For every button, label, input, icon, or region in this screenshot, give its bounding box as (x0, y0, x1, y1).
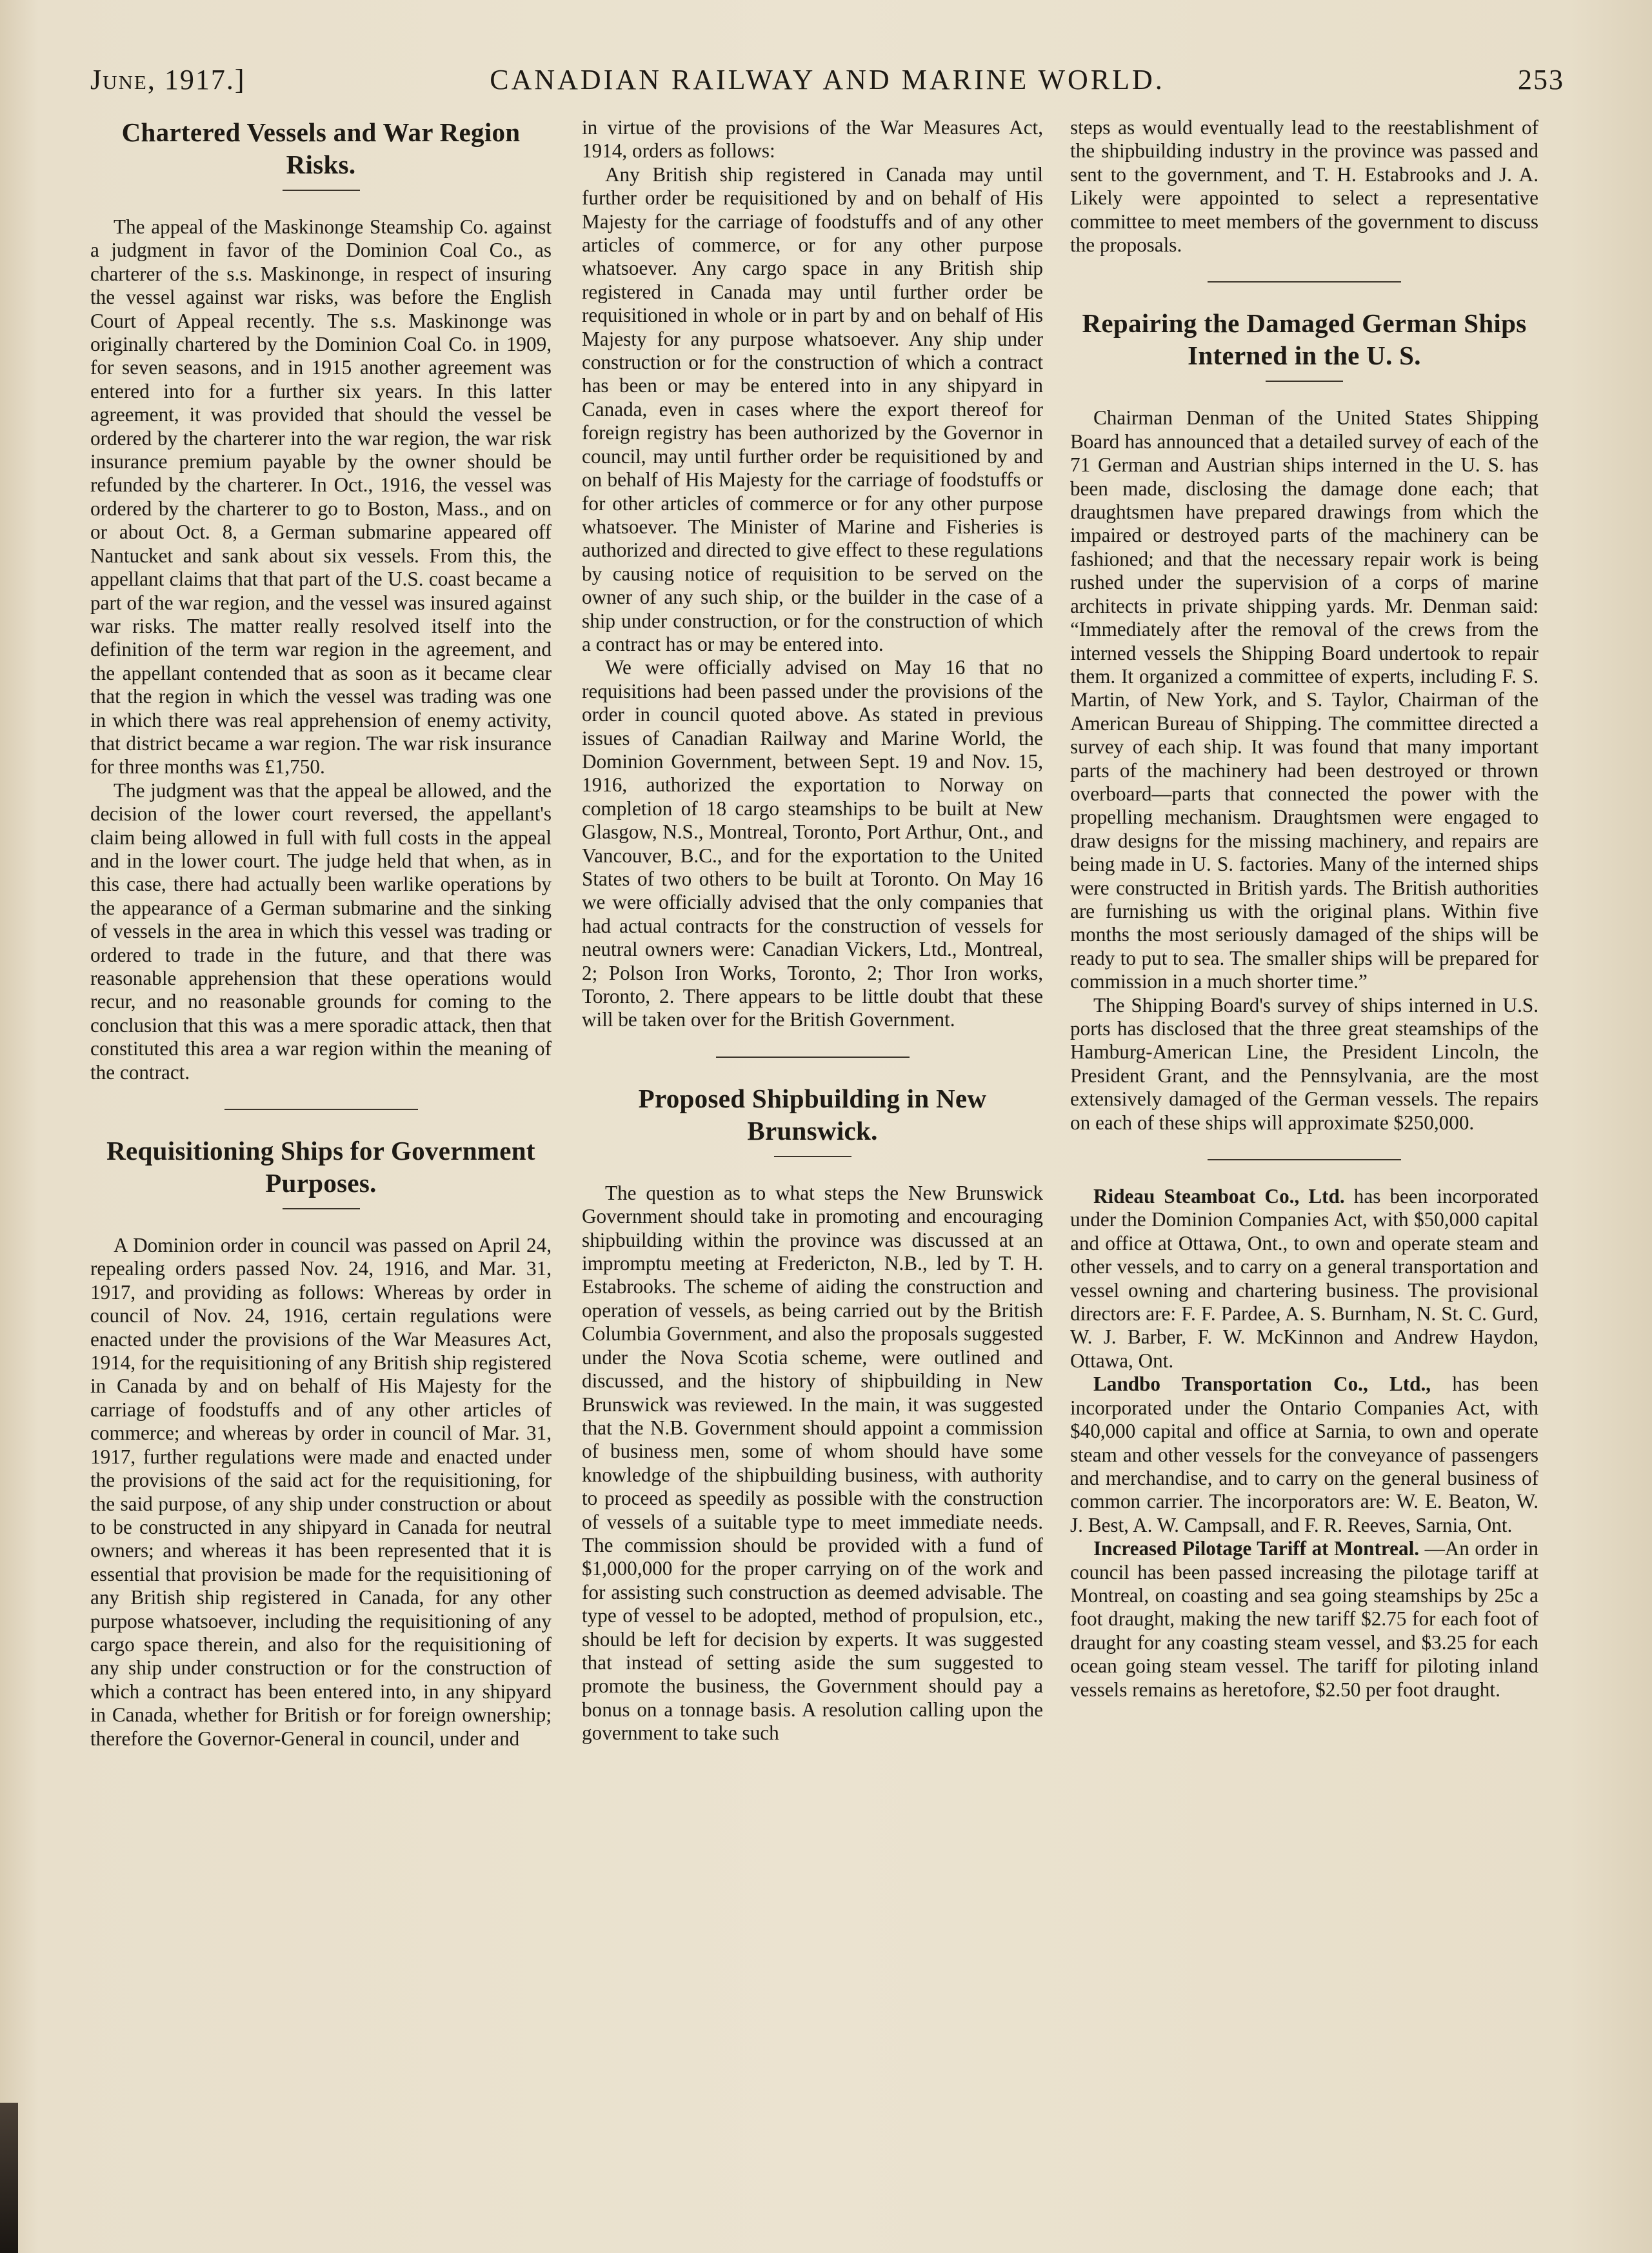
news-item-body: has been incorporated under the Ontario Companies Act, with $40,000 capital and office at Sarnia, to own and operate steam and other vessels for the conveyance of passengers and merchandise, and to carry on the general business of common carrier. The incorporators are: W. E. Beaton, W. J. Best, A. W. Campsall, and F. R. Reeves, Sarnia, Ont. (1070, 1373, 1538, 1536)
paragraph: Any British ship registered in Canada may until further order be requisitioned by and on behalf of His Majesty for the carriage of foodstuffs and of any other articles of commerce, or for any other purpose whatsoever. Any cargo space in any British ship registered in Canada may until further order be requisitioned in whole or in part by and on behalf of His Majesty for any purpose whatsoever. Any ship under construction or for the construction of which a contract has been or may be entered into in any shipyard in Canada, even in cases where the export thereof for foreign registry has been authorized by the Governor in council, may until further order be requisitioned by and on behalf of His Majesty for the carriage of foodstuffs or for other articles of commerce or for any other purpose whatsoever. The Minister of Marine and Fisheries is authorized and directed to give effect to these regulations by causing notice of requisition to be served on the owner of any such ship, or the builder in the case of a ship under construction, or for the construction of which a contract has or may be entered into. (582, 163, 1043, 655)
article-separator (1208, 1159, 1401, 1160)
news-item-lead: Rideau Steamboat Co., Ltd. (1093, 1185, 1345, 1208)
article-title-requisitioning-ships: Requisitioning Ships for Government Purposes. (106, 1136, 535, 1198)
article-title-new-brunswick-shipbuilding: Proposed Shipbuilding in New Brunswick. (638, 1083, 987, 1146)
news-item-lead: Increased Pilotage Tariff at Montreal. (1093, 1537, 1420, 1560)
article-separator (1208, 281, 1401, 283)
news-item-lead: Landbo Transportation Co., Ltd., (1093, 1373, 1431, 1396)
paragraph: The appeal of the Maskinonge Steamship Co. against a judgment in favor of the Dominion Coal Co., as charterer of the s.s. Maskinonge, in respect of insuring the vessel against war risks, was before the English Court of Appeal recently. The s.s. Maskinonge was originally chartered by the Dominion Coal Co. in 1909, for seven seasons, and in 1915 another agreement was entered into for a further six years. In this latter agreement, it was provided that should the vessel be ordered by the charterer into the war region, the war risk insurance premium payable by the owner should be refunded by the charterer. In Oct., 1916, the vessel was ordered by the charterer to go to Boston, Mass., and on or about Oct. 8, a German submarine appeared off Nantucket and sank about six vessels. From this, the appellant claims that that part of the U.S. coast became a part of the war region, and the vessel was insured against war risks. The matter really resolved itself into the definition of the term war region in the agreement, and the appellant contended that as soon as it became clear that the region in which the vessel was trading was one in which there was real apprehension of enemy activity, that district became a war region. The war risk insurance for three months was £1,750. (90, 215, 552, 779)
page-number: 253 (1518, 64, 1564, 95)
title-rule (283, 190, 360, 191)
issue-date: June, 1917.] (90, 64, 246, 95)
article-separator (716, 1057, 910, 1058)
news-item-rideau (1070, 1185, 1538, 1373)
paragraph: The Shipping Board's survey of ships interned in U.S. ports has disclosed that the three great steamships of the Hamburg-American Line, the President Lincoln, the President Grant, and the Pennsylvania, are the most extensively damaged of the German vessels. The repairs on each of these ships will approximate $250,000. (1070, 993, 1538, 1134)
title-rule (1266, 381, 1343, 382)
news-item-body: has been incorporated under the Dominion Companies Act, with $50,000 capital and office at Ottawa, Ont., to own and operate steam and other vessels, and to carry on a general transportation and vessel owning and chartering business. The provisional directors are: F. F. Pardee, A. S. Burnham, N. St. C. Gurd, W. J. Barber, F. W. McKinnon and Andrew Haydon, Ottawa, Ont. (1070, 1185, 1538, 1372)
paragraph: in virtue of the provisions of the War Measures Act, 1914, orders as follows: (582, 116, 1043, 163)
paragraph: The question as to what steps the New Brunswick Government should take in promoting and encouraging shipbuilding within the province was discussed at an impromptu meeting at Fredericton, N.B., led by T. H. Estabrooks. The scheme of aiding the construction and operation of vessels, as being carried out by the British Columbia Government, and also the proposals suggested under the Nova Scotia scheme, were outlined and discussed, and the history of shipbuilding in New Brunswick was reviewed. In the main, it was suggested that the N.B. Government should appoint a commission of business men, some of whom should have some knowledge of the shipbuilding business, with authority to proceed as speedily as possible with the construction of vessels of a suitable type to meet immediate needs. The commission should be provided with a fund of $1,000,000 for the proper carrying on of the work and for assisting such construction as deemed advisable. The type of vessel to be adopted, method of propulsion, etc., should be left for decision by experts. It was suggested that instead of setting aside the sum suggested to promote the business, the Government should pay a bonus on a tonnage basis. A resolution calling upon the government to take such (582, 1181, 1043, 1745)
article-title-german-ships: Repairing the Damaged German Ships Interned in the U. S. (1082, 308, 1527, 371)
paragraph: The judgment was that the appeal be allowed, and the decision of the lower court reversed, the appellant's claim being allowed in full with full costs in the appeal and in the lower court. The judge held that when, as in this case, there had actually been warlike operations by the appearance of a German submarine and the sinking of vessels in the area in which this vessel was trading or ordered to trade in the future, and that there was reasonable apprehension that these operations would recur, and no reasonable grounds for coming to the conclusion that this was a mere sporadic attack, then that constituted this area a war region within the meaning of the contract. (90, 779, 552, 1084)
news-item-pilotage (1070, 1537, 1538, 1702)
paragraph: We were officially advised on May 16 that no requisitions had been passed under the provisions of the order in council quoted above. As stated in previous issues of Canadian Railway and Marine World, the Dominion Government, between Sept. 19 and Nov. 15, 1916, authorized the exportation to Norway on completion of 18 cargo steamships to be built at New Glasgow, N.S., Montreal, Toronto, Port Arthur, Ont., and Vancouver, B.C., and for the exportation to the United States of two others to be built at Toronto. On May 16 we were officially advised that the only companies that had actual contracts for the construction of vessels for neutral owners were: Canadian Vickers, Ltd., Montreal, 2; Polson Iron Works, Toronto, 2; Thor Iron works, Toronto, 2. There appears to be little doubt that these will be taken over for the British Government. (582, 656, 1043, 1031)
news-item-body: —An order in council has been passed increasing the pilotage tariff at Montreal, on coasting and sea going steamships by 25c a foot draught, making the new tariff $2.75 for each foot of draught for any coasting steam vessel, and $3.25 for each ocean going steam vessel. The tariff for piloting inland vessels remains as heretofore, $2.50 per foot draught. (1070, 1537, 1538, 1701)
paragraph: steps as would eventually lead to the reestablishment of the shipbuilding industry in the province was passed and sent to the government, and T. H. Estabrooks and J. A. Likely were appointed to select a representative committee to meet members of the government to discuss the proposals. (1070, 116, 1538, 257)
news-item-landbo (1070, 1373, 1538, 1537)
paragraph: Chairman Denman of the United States Shipping Board has announced that a detailed survey of each of the 71 German and Austrian ships interned in the U. S. has been made, disclosing the damage done each; that draughtsmen have prepared drawings from which the impaired or destroyed parts of the machinery can be fashioned; and that the necessary repair work is being rushed under the supervision of a corps of marine architects in private shipping yards. Mr. Denman said: “Immediately after the removal of the crews from the interned vessels the Shipping Board undertook to repair them. It organized a committee of experts, including F. S. Martin, of New York, and S. Taylor, Chairman of the American Bureau of Shipping. The committee directed a survey of each ship. It was found that many important parts of the machinery had been destroyed or thrown overboard—parts that connected the power with the propelling mechanism. Draughtsmen were engaged to draw designs for the missing machinery, and repairs are being made in U. S. factories. Many of the interned ships were constructed in British yards. The British authorities are furnishing us with the original plans. Within five months the most seriously damaged of the ships will be ready to put to sea. The smaller ships will be prepared for commission in a much shorter time.” (1070, 406, 1538, 993)
title-rule (774, 1156, 851, 1157)
binding-shadow (0, 2103, 18, 2253)
article-separator (224, 1109, 418, 1110)
paragraph: A Dominion order in council was passed on April 24, repealing orders passed Nov. 24, 1916, and Mar. 31, 1917, and providing as follows: Whereas by order in council of Nov. 24, 1916, certain regulations were enacted under the provisions of the War Measures Act, 1914, for the requisitioning of any British ship registered in Canada by and on behalf of His Majesty for the carriage of foodstuffs and of any other articles of commerce; and whereas by order in council of Mar. 31, 1917, further regulations were made and enacted under the provisions of the said act for the requisitioning, for the said purpose, of any ship under construction or about to be constructed in any shipyard in Canada for neutral owners; and whereas it has been represented that it is essential that provision be made for the requisitioning of any British ship registered in Canada, for any other purpose whatsoever, including the requisitioning of any cargo space therein, and also for the requisitioning of any ship under construction or for the construction of which a contract has been entered into, in any shipyard in Canada, whether for British or for foreign ownership; therefore the Governor-General in council, under and (90, 1234, 552, 1750)
column-3 (1070, 116, 1538, 2212)
title-rule (283, 1208, 360, 1209)
column-1 (90, 116, 552, 2212)
journal-title: CANADIAN RAILWAY AND MARINE WORLD. (490, 64, 1165, 95)
article-title-chartered-vessels: Chartered Vessels and War Region Risks. (121, 117, 521, 179)
page-header (90, 57, 1564, 102)
column-2 (582, 116, 1043, 2212)
